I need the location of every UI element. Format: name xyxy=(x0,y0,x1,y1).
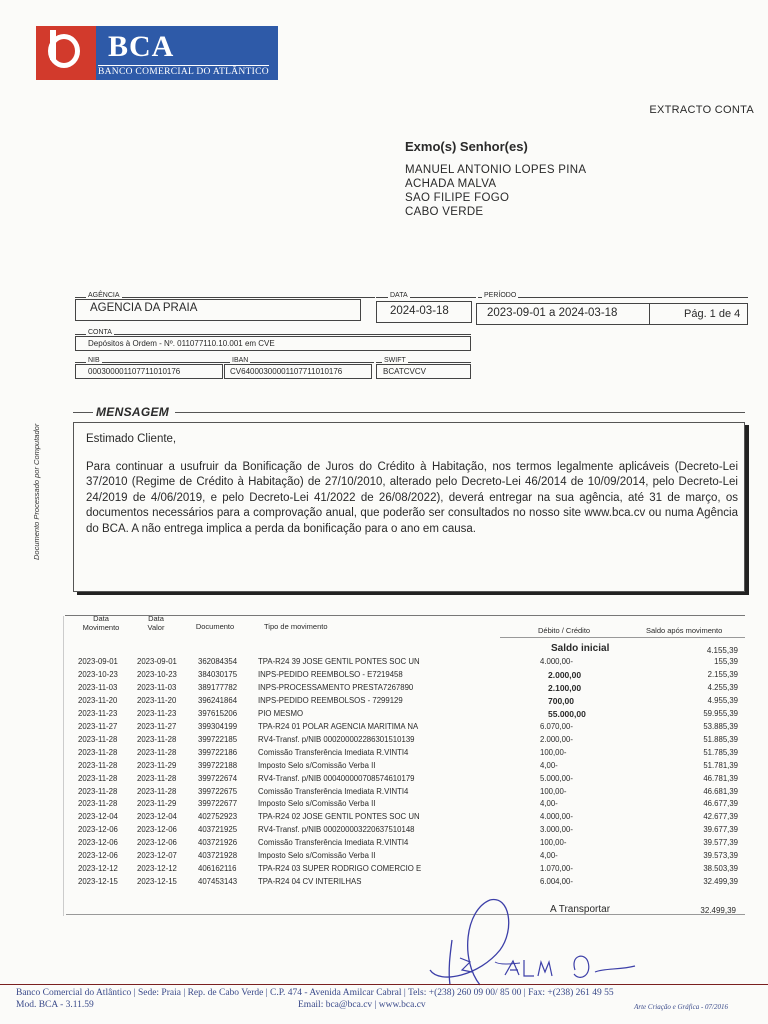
cell-documento: 399722675 xyxy=(198,786,238,796)
cell-saldo: 51.885,39 xyxy=(703,734,738,744)
cell-documento: 362084354 xyxy=(198,657,238,666)
cell-data-movimento: 2023-11-28 xyxy=(78,760,118,770)
table-row xyxy=(0,786,768,799)
footer-contact: Email: bca@bca.cv | www.bca.cv xyxy=(298,1000,426,1010)
cell-debito-credito: 55.000,00 xyxy=(548,708,586,719)
data-field: 2024-03-18 xyxy=(376,301,472,323)
bank-subtitle: BANCO COMERCIAL DO ATLÂNTICO xyxy=(98,67,269,77)
cell-debito-credito: 700,00 xyxy=(548,695,574,706)
footer-model: Mod. BCA - 3.11.59 xyxy=(16,1000,94,1010)
cell-saldo: 39.577,39 xyxy=(703,838,738,848)
cell-documento: 389177782 xyxy=(198,682,238,692)
cell-data-valor: 2023-11-03 xyxy=(137,682,177,692)
cell-data-movimento: 2023-11-03 xyxy=(78,682,118,692)
cell-debito-credito: 100,00- xyxy=(540,838,567,848)
cell-tipo-movimento: Imposto Selo s/Comissão Verba II xyxy=(258,851,376,861)
table-row xyxy=(0,669,768,682)
cell-saldo: 46.781,39 xyxy=(703,773,738,783)
cell-data-valor: 2023-11-28 xyxy=(137,734,177,744)
cell-tipo-movimento: RV4-Transf. p/NIB 000200002286301510139 xyxy=(258,734,415,744)
cell-data-valor: 2023-11-29 xyxy=(137,799,177,809)
cell-saldo: 2.155,39 xyxy=(707,669,738,679)
cell-saldo: 46.681,39 xyxy=(703,786,738,796)
agencia-label: AGÊNCIA xyxy=(88,292,120,299)
table-row xyxy=(0,747,768,760)
table-row xyxy=(0,682,768,695)
cell-data-movimento: 2023-11-20 xyxy=(78,695,118,705)
cell-documento: 384030175 xyxy=(198,669,238,679)
side-note: Documento Processado por Computador xyxy=(32,423,41,560)
cell-saldo: 39.573,39 xyxy=(703,851,738,861)
periodo-label: PERÍODO xyxy=(484,292,517,299)
cell-data-valor: 2023-12-06 xyxy=(137,825,177,835)
cell-saldo: 53.885,39 xyxy=(703,721,738,731)
cell-tipo-movimento: RV4-Transf. p/NIB 000400000708574610179 xyxy=(258,773,415,783)
nib-label: NIB xyxy=(88,357,100,364)
cell-data-valor: 2023-11-28 xyxy=(137,773,177,783)
cell-debito-credito: 2.100,00 xyxy=(548,682,582,693)
nib-field: 000300001107711010176 xyxy=(75,364,223,379)
cell-data-valor: 2023-12-15 xyxy=(137,877,177,887)
address-line: MANUEL ANTONIO LOPES PINA xyxy=(405,164,587,176)
bank-name: BCA xyxy=(108,30,175,63)
cell-data-movimento: 2023-11-27 xyxy=(78,721,118,731)
message-title: MENSAGEM xyxy=(96,405,170,419)
cell-data-valor: 2023-11-27 xyxy=(137,721,177,731)
swift-field: BCATCVCV xyxy=(376,364,471,379)
cell-saldo: 39.677,39 xyxy=(703,825,738,835)
conta-field: Depósitos à Ordem - Nº. 011077110.10.001 em CVE xyxy=(75,336,471,351)
col-header-data-valor: Data Valor xyxy=(147,614,165,632)
col-header-debito-credito: Débito / Crédito xyxy=(538,626,591,635)
cell-data-movimento: 2023-11-28 xyxy=(78,773,118,783)
saldo-inicial-label: Saldo inicial xyxy=(551,643,610,654)
table-row xyxy=(0,695,768,708)
table-row xyxy=(0,863,768,876)
cell-tipo-movimento: Comissão Transferência Imediata R.VINTI4 xyxy=(258,786,409,796)
table-row xyxy=(0,850,768,863)
col-header-documento: Documento xyxy=(195,622,235,631)
cell-data-movimento: 2023-12-04 xyxy=(78,812,118,822)
saldo-inicial-value: 4.155,39 xyxy=(706,646,738,655)
table-row xyxy=(0,708,768,721)
table-row xyxy=(0,837,768,850)
cell-data-movimento: 2023-10-23 xyxy=(78,669,118,679)
cell-tipo-movimento: TPA-R24 39 JOSE GENTIL PONTES SOC UN xyxy=(258,657,420,666)
cell-debito-credito: 4.000,00- xyxy=(540,657,573,666)
cell-saldo: 4.955,39 xyxy=(707,695,738,705)
cell-saldo: 155,39 xyxy=(714,657,738,666)
table-row xyxy=(0,773,768,786)
agencia-field: AGENCIA DA PRAIA xyxy=(75,299,361,321)
cell-debito-credito: 2.000,00 xyxy=(548,669,582,680)
cell-data-valor: 2023-11-29 xyxy=(137,760,177,770)
iban-label: IBAN xyxy=(232,357,249,364)
cell-documento: 397615206 xyxy=(198,708,238,718)
cell-tipo-movimento: Comissão Transferência Imediata R.VINTI4 xyxy=(258,838,409,848)
cell-data-valor: 2023-09-01 xyxy=(137,657,177,666)
cell-saldo: 4.255,39 xyxy=(707,682,738,692)
cell-tipo-movimento: TPA-R24 01 POLAR AGENCIA MARITIMA NA xyxy=(258,721,419,731)
cell-tipo-movimento: INPS-PEDIDO REEMBOLSOS - 7299129 xyxy=(258,695,403,705)
cell-data-movimento: 2023-09-01 xyxy=(78,657,118,666)
cell-tipo-movimento: TPA-R24 03 SUPER RODRIGO COMERCIO E xyxy=(258,864,422,874)
cell-debito-credito: 4,00- xyxy=(540,799,558,809)
cell-data-movimento: 2023-12-06 xyxy=(78,851,118,861)
message-content xyxy=(86,432,738,537)
cell-tipo-movimento: INPS-PROCESSAMENTO PRESTA7267890 xyxy=(258,682,414,692)
iban-field: CV64000300001107711010176 xyxy=(224,364,372,379)
cell-data-movimento: 2023-11-28 xyxy=(78,747,118,757)
cell-saldo: 51.781,39 xyxy=(703,760,738,770)
cell-debito-credito: 1.070,00- xyxy=(540,864,573,874)
address-line: CABO VERDE xyxy=(405,206,484,218)
table-row xyxy=(0,721,768,734)
table-row xyxy=(0,798,768,811)
cell-data-movimento: 2023-11-23 xyxy=(78,708,118,718)
cell-data-valor: 2023-12-06 xyxy=(137,838,177,848)
cell-debito-credito: 3.000,00- xyxy=(540,825,573,835)
col-header-tipo: Tipo de movimento xyxy=(264,622,328,631)
cell-data-valor: 2023-10-23 xyxy=(137,669,177,679)
page-indicator: Pág. 1 de 4 xyxy=(684,308,741,320)
cell-data-movimento: 2023-12-06 xyxy=(78,825,118,835)
cell-data-movimento: 2023-12-12 xyxy=(78,864,118,874)
cell-data-valor: 2023-11-20 xyxy=(137,695,177,705)
cell-tipo-movimento: Comissão Transferência Imediata R.VINTI4 xyxy=(258,747,409,757)
conta-label: CONTA xyxy=(88,329,112,336)
cell-documento: 399722186 xyxy=(198,747,238,757)
swift-label: SWIFT xyxy=(384,357,406,364)
cell-debito-credito: 6.070,00- xyxy=(540,721,573,731)
cell-data-valor: 2023-11-28 xyxy=(137,747,177,757)
table-row xyxy=(0,876,768,889)
cell-debito-credito: 5.000,00- xyxy=(540,773,573,783)
cell-tipo-movimento: RV4-Transf. p/NIB 000200003220637510148 xyxy=(258,825,415,835)
cell-debito-credito: 2.000,00- xyxy=(540,734,573,744)
cell-debito-credito: 4,00- xyxy=(540,851,558,861)
cell-documento: 402752923 xyxy=(198,812,238,822)
table-row xyxy=(0,811,768,824)
cell-saldo: 38.503,39 xyxy=(703,864,738,874)
document-type: EXTRACTO CONTA xyxy=(649,104,754,116)
cell-tipo-movimento: TPA-R24 04 CV INTERILHAS xyxy=(258,877,362,887)
bca-emblem-icon xyxy=(36,26,96,80)
cell-data-valor: 2023-12-07 xyxy=(137,851,177,861)
cell-data-movimento: 2023-12-15 xyxy=(78,877,118,887)
signature-scribble xyxy=(420,890,650,990)
bank-logo xyxy=(36,26,278,80)
cell-data-movimento: 2023-12-06 xyxy=(78,838,118,848)
transport-value: 32.499,39 xyxy=(700,906,736,915)
cell-data-valor: 2023-12-12 xyxy=(137,864,177,874)
table-row xyxy=(0,760,768,773)
address-line: ACHADA MALVA xyxy=(405,178,497,190)
data-label: DATA xyxy=(390,292,408,299)
table-row xyxy=(0,656,768,669)
cell-documento: 399304199 xyxy=(198,721,238,731)
cell-data-movimento: 2023-11-28 xyxy=(78,799,118,809)
col-header-data-movimento: Data Movimento xyxy=(82,614,120,632)
cell-data-valor: 2023-11-23 xyxy=(137,708,177,718)
cell-documento: 399722674 xyxy=(198,773,238,783)
cell-tipo-movimento: Imposto Selo s/Comissão Verba II xyxy=(258,760,376,770)
periodo-value: 2023-09-01 a 2024-03-18 xyxy=(487,307,618,319)
cell-tipo-movimento: TPA-R24 02 JOSE GENTIL PONTES SOC UN xyxy=(258,812,420,822)
cell-data-valor: 2023-12-04 xyxy=(137,812,177,822)
cell-debito-credito: 100,00- xyxy=(540,786,567,796)
cell-tipo-movimento: Imposto Selo s/Comissão Verba II xyxy=(258,799,376,809)
footer-address: Banco Comercial do Atlântico | Sede: Praia | Rep. de Cabo Verde | C.P. 474 - Avenida Amilcar Cabral | Tels: +(238) 260 09 00/ 85 00 | Fax: +(238) 261 49 55 xyxy=(16,988,614,998)
address-line: SAO FILIPE FOGO xyxy=(405,192,510,204)
cell-debito-credito: 4.000,00- xyxy=(540,812,573,822)
cell-documento: 403721928 xyxy=(198,851,238,861)
cell-debito-credito: 100,00- xyxy=(540,747,567,757)
cell-documento: 399722188 xyxy=(198,760,238,770)
cell-documento: 403721926 xyxy=(198,838,238,848)
cell-saldo: 51.785,39 xyxy=(703,747,738,757)
cell-documento: 406162116 xyxy=(198,864,237,874)
address-block xyxy=(405,163,586,219)
cell-data-movimento: 2023-11-28 xyxy=(78,786,118,796)
table-row xyxy=(0,734,768,747)
col-header-saldo: Saldo após movimento xyxy=(646,626,723,635)
cell-debito-credito: 6.004,00- xyxy=(540,877,573,887)
cell-saldo: 32.499,39 xyxy=(703,877,738,887)
table-row xyxy=(0,824,768,837)
cell-documento: 403721925 xyxy=(198,825,238,835)
greeting: Exmo(s) Senhor(es) xyxy=(405,139,528,154)
cell-tipo-movimento: INPS-PEDIDO REEMBOLSO - E7219458 xyxy=(258,669,403,679)
footer-divider xyxy=(0,984,768,985)
footer-credit: Arte Criação e Gráfica - 07/2016 xyxy=(634,1003,728,1011)
cell-documento: 407453143 xyxy=(198,877,238,887)
cell-documento: 399722185 xyxy=(198,734,238,744)
message-salutation: Estimado Cliente, xyxy=(86,433,177,445)
message-body: Para continuar a usufruir da Bonificação de Juros do Crédito à Habitação, nos termos legalmente aplicáveis (Decreto-Lei 37/2010 (Regime de Crédito à Habitação) de 27/10/2010, alterado pelo Decreto-Lei 46/2014 de 10/09/2014, pelo Decreto-Lei 24/2019 de 4/06/2019, e pelo Decreto-Lei 41/2022 de 26/08/2022), deverá entregar na sua agência, até 31 de março, os documentos necessários para a comprovação anual, que poderão ser consultados no nosso site www.bca.cv ou numa Agência do BCA. A não entrega implica a perda da bonificação para o ano em causa. xyxy=(86,460,738,535)
cell-documento: 396241864 xyxy=(198,695,238,705)
cell-documento: 399722677 xyxy=(198,799,238,809)
cell-saldo: 42.677,39 xyxy=(703,812,738,822)
cell-data-valor: 2023-11-28 xyxy=(137,786,177,796)
cell-debito-credito: 4,00- xyxy=(540,760,558,770)
cell-saldo: 46.677,39 xyxy=(703,799,738,809)
cell-tipo-movimento: PIO MESMO xyxy=(258,708,304,718)
cell-data-movimento: 2023-11-28 xyxy=(78,734,118,744)
cell-saldo: 59.955,39 xyxy=(703,708,738,718)
transport-label: A Transportar xyxy=(550,904,611,915)
